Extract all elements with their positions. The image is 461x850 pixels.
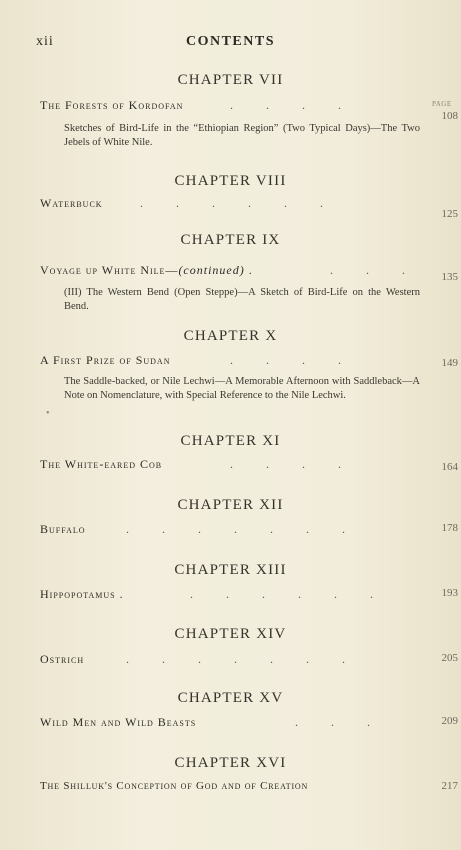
chapter-page-number: 209 [441,715,458,727]
chapter-title: Wild Men and Wild Beasts [40,715,197,729]
chapter-heading: CHAPTER XV [177,690,284,706]
chapter-title: Waterbuck [40,196,103,210]
chapter-heading: CHAPTER VIII [174,173,287,189]
contents-title: CONTENTS [185,34,276,49]
leader-dots: . . . . . . . [126,522,345,536]
chapter-page-number: 135 [441,271,458,283]
chapter-page-number: 164 [441,461,458,473]
chapter-heading: CHAPTER XVI [174,755,287,771]
chapter-page-number: 125 [441,208,458,220]
chapter-title-continued: (continued) [178,263,245,277]
chapter-heading: CHAPTER XIV [174,626,287,642]
chapter-page-number: 205 [441,652,458,664]
page-speck: • [46,408,50,419]
chapter-page-number: 217 [441,780,458,792]
toc-entry[interactable] [40,353,460,371]
chapter-title: Ostrich [40,652,85,666]
chapter-title: A First Prize of Sudan [40,353,171,367]
chapter-title: Voyage up White Nile—(continued) . [40,263,253,277]
chapter-synopsis: (III) The Western Bend (Open Steppe)—A Sketch of Bird-Life on the Western Bend. [64,287,420,312]
page-column-label: PAGE [432,100,452,108]
leader-dots: . . . . [230,457,341,471]
chapter-heading: CHAPTER IX [180,232,281,248]
chapter-page-number: 178 [441,522,458,534]
chapter-title: The White-eared Cob [40,457,163,471]
leader-dots: . . . . . . [190,587,373,601]
leader-dots: . . . . . . [140,196,323,210]
toc-entry[interactable] [40,263,460,281]
page-header [0,34,461,54]
toc-entry[interactable] [40,652,460,670]
page-number: xii [36,34,54,49]
leader-dots: . . . [295,715,370,729]
chapter-page-number: 149 [441,357,458,369]
chapter-title-main: Hippopotamus [40,587,116,601]
toc-entry[interactable] [40,196,460,220]
chapter-title: The Shilluk's Conception of God and of Creation [40,780,309,792]
chapter-title: Buffalo [40,522,86,536]
chapter-synopsis: Sketches of Bird-Life in the “Ethiopian Region” (Two Typical Days)—The Two Jebels of White Nile. [64,123,420,148]
chapter-heading: CHAPTER X [183,328,278,344]
chapter-title: Hippopotamus . [40,587,124,601]
toc-entry[interactable] [40,780,460,798]
chapter-title: The Forests of Kordofan [40,98,184,112]
chapter-heading: CHAPTER XII [177,497,284,513]
chapter-heading: CHAPTER VII [177,72,284,88]
toc-entry[interactable] [40,522,460,540]
toc-entry[interactable] [40,457,460,475]
toc-entry[interactable] [40,587,460,605]
chapter-page-number: 108 [441,110,458,122]
chapter-heading: CHAPTER XI [180,433,281,449]
chapter-title-main: Voyage up White Nile— [40,263,179,277]
toc-entry[interactable] [40,715,460,733]
chapter-synopsis: The Saddle-backed, or Nile Lechwi—A Memorable Afternoon with Saddleback—A Note on Nomenclature, with Special Reference to the Nile Lechwi. [64,376,420,401]
leader-dots: . . . . [230,353,341,367]
leader-dots: . . . . [230,98,341,112]
leader-dots: . . . . . . . [126,652,345,666]
leader-dots: . . . [330,263,405,277]
toc-entry[interactable] [40,98,460,122]
chapter-heading: CHAPTER XIII [174,562,287,578]
chapter-page-number: 193 [441,587,458,599]
